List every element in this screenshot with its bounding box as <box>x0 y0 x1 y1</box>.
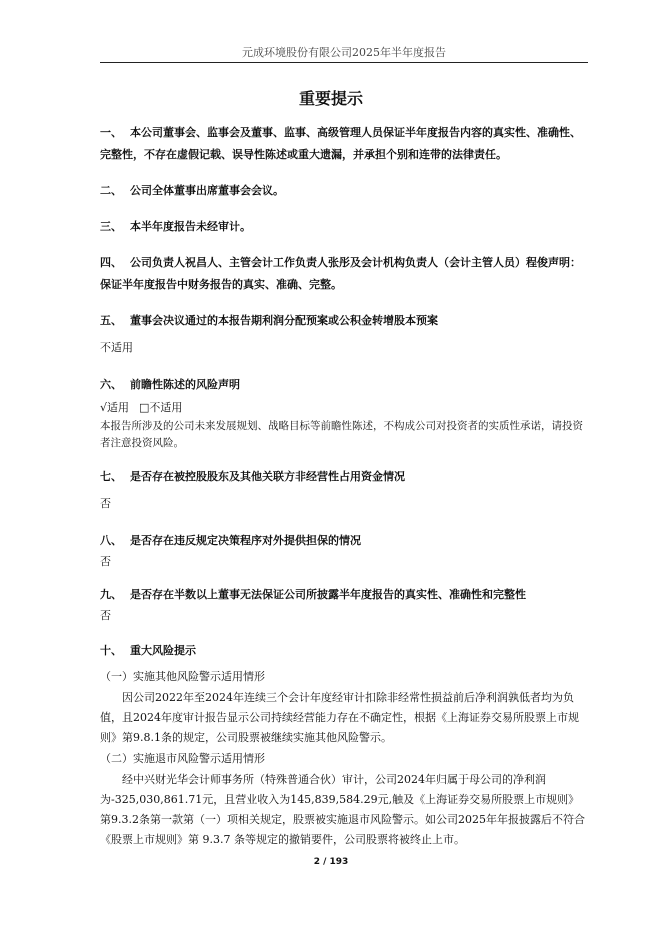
section-number: 七、 <box>100 470 122 483</box>
subsection-2-title: （二）实施退市风险警示适用情形 <box>100 752 265 765</box>
section-8 <box>100 530 590 552</box>
section-4 <box>100 252 590 296</box>
section-text: 是否存在半数以上董事无法保证公司所披露半年度报告的真实性、准确性和完整性 <box>130 588 526 601</box>
section-number: 五、 <box>100 314 122 327</box>
section-text: 董事会决议通过的本报告期利润分配预案或公积金转增股本预案 <box>130 314 438 327</box>
section-7-answer: 否 <box>100 497 111 510</box>
subsection-2-body: 经中兴财光华会计师事务所（特殊普通合伙）审计，公司2024年归属于母公司的净利润为-325,030,861.71元，且营业收入为145,839,584.29元,触及《上海证券交易所股票上市规则》第9.3.2条第一款第（一）项相关规定，股票被实施退市风险警示。如公司2025年年报披露后不符合《股票上市规则》第 9.3.7 条等规定的撤销要件，公司股票将被终止上市。 <box>100 773 585 846</box>
page-header: 元成环境股份有限公司2025年半年度报告 <box>242 46 446 59</box>
section-6 <box>100 374 590 396</box>
section-number: 二、 <box>100 184 122 197</box>
section-number: 十、 <box>100 644 122 657</box>
subsection-1-title: （一）实施其他风险警示适用情形 <box>100 670 265 683</box>
section-text: 公司负责人祝昌人、主管会计工作负责人张彤及会计机构负责人（会计主管人员）程俊声明：保证半年度报告中财务报告的真实、准确、完整。 <box>100 256 581 291</box>
section-6-body: 本报告所涉及的公司未来发展规划、战略目标等前瞻性陈述，不构成公司对投资者的实质性承诺，请投资者注意投资风险。 <box>100 420 583 449</box>
section-text: 前瞻性陈述的风险声明 <box>130 378 240 391</box>
header-rule <box>100 62 588 63</box>
section-9 <box>100 584 590 606</box>
section-number: 九、 <box>100 588 122 601</box>
section-number: 八、 <box>100 534 122 547</box>
main-content <box>100 122 590 850</box>
section-5-answer: 不适用 <box>100 341 133 354</box>
subsection-1-body: 因公司2022年至2024年连续三个会计年度经审计扣除非经常性损益前后净利润孰低者均为负值，且2024年度审计报告显示公司持续经营能力存在不确定性，根据《上海证券交易所股票上市规则》第9.8.1条的规定，公司股票被继续实施其他风险警示。 <box>100 691 579 744</box>
section-text: 重大风险提示 <box>130 644 196 657</box>
section-8-answer: 否 <box>100 555 111 568</box>
applicability-options <box>100 398 590 418</box>
section-number: 六、 <box>100 378 122 391</box>
section-text: 公司全体董事出席董事会会议。 <box>130 184 284 197</box>
section-text: 是否存在被控股股东及其他关联方非经营性占用资金情况 <box>130 470 405 483</box>
section-text: 本公司董事会、监事会及董事、监事、高级管理人员保证半年度报告内容的真实性、准确性、完整性，不存在虚假记载、误导性陈述或重大遗漏，并承担个别和连带的法律责任。 <box>100 126 581 161</box>
section-number: 一、 <box>100 126 122 139</box>
option-applicable: √适用 <box>100 401 130 414</box>
section-text: 是否存在违反规定决策程序对外提供担保的情况 <box>130 534 361 547</box>
section-number: 三、 <box>100 220 122 233</box>
section-5 <box>100 310 590 332</box>
section-9-answer: 否 <box>100 609 111 622</box>
section-number: 四、 <box>100 256 122 269</box>
page-title: 重要提示 <box>298 89 363 108</box>
section-7 <box>100 466 590 488</box>
section-10 <box>100 640 590 662</box>
section-text: 本半年度报告未经审计。 <box>130 220 251 233</box>
section-3 <box>100 216 590 238</box>
section-2 <box>100 180 590 202</box>
section-1 <box>100 122 590 166</box>
option-not-applicable: □不适用 <box>139 401 183 414</box>
page-number: 2 / 193 <box>313 857 349 867</box>
